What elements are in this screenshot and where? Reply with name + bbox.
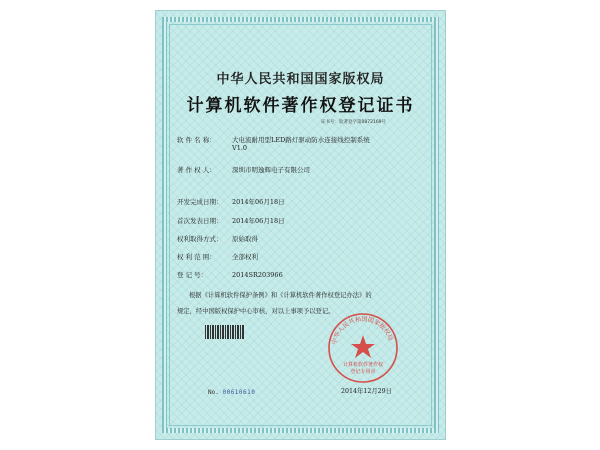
serial-value: 00610610 [222,389,256,396]
certificate [155,10,446,440]
dev-date-row [177,197,285,206]
official-seal-icon [326,311,400,385]
reg-no-row [177,270,283,279]
serial-number [208,389,255,396]
certificate-number [321,119,386,125]
software-name-row [177,135,370,152]
scope-row [177,252,258,261]
software-name-value: 大电流耐用型LED路灯驱动防水连接线控制系统 [232,136,370,144]
software-version-value: V1.0 [232,144,248,152]
acquire-label: 权利取得方式： [177,235,223,243]
owner-label: 著 作 权 人： [177,166,216,174]
reg-no-value: 2014SR203966 [232,271,283,279]
statement-line-2: 规定，经中国版权保护中心审核，对以上事项予以登记。 [177,308,335,315]
scope-value: 全部权利 [232,253,258,261]
dev-date-value: 2014年06月18日 [232,198,285,206]
dev-date-label: 开发完成日期： [177,198,223,206]
seal-ring-text: 中华人民共和国国家版权局 [331,315,394,346]
issuer-title: 中华人民共和国国家版权局 [216,72,385,87]
acquire-value: 原始取得 [232,235,258,243]
issue-date: 2014年12月29日 [341,388,392,395]
reg-no-label: 登 记 号： [177,271,208,279]
scope-label: 权 利 范 围： [177,253,216,261]
owner-value: 深圳市明逸辉电子有限公司 [232,166,310,174]
seal-center-line-1: 计算机软件著作权 [342,362,384,368]
software-name-label: 软 件 名 称： [177,136,216,144]
certificate-number-value: 软著登字第0872169号 [339,120,387,125]
pub-date-label: 首次发表日期： [177,217,223,225]
certificate-title: 计算机软件著作权登记证书 [186,96,415,116]
pub-date-row [177,216,285,225]
pub-date-value: 2014年06月18日 [232,217,285,225]
owner-row [177,165,310,174]
acquire-row [177,234,258,243]
serial-label: No. [208,389,219,396]
barcode-icon [205,325,245,339]
statement-line-1: 根据《计算机软件保护条例》和《计算机软件著作权登记办法》的 [189,292,372,299]
seal-center-line-2: 登记专用章 [350,369,376,375]
certificate-number-label: 证书号： [321,120,339,125]
